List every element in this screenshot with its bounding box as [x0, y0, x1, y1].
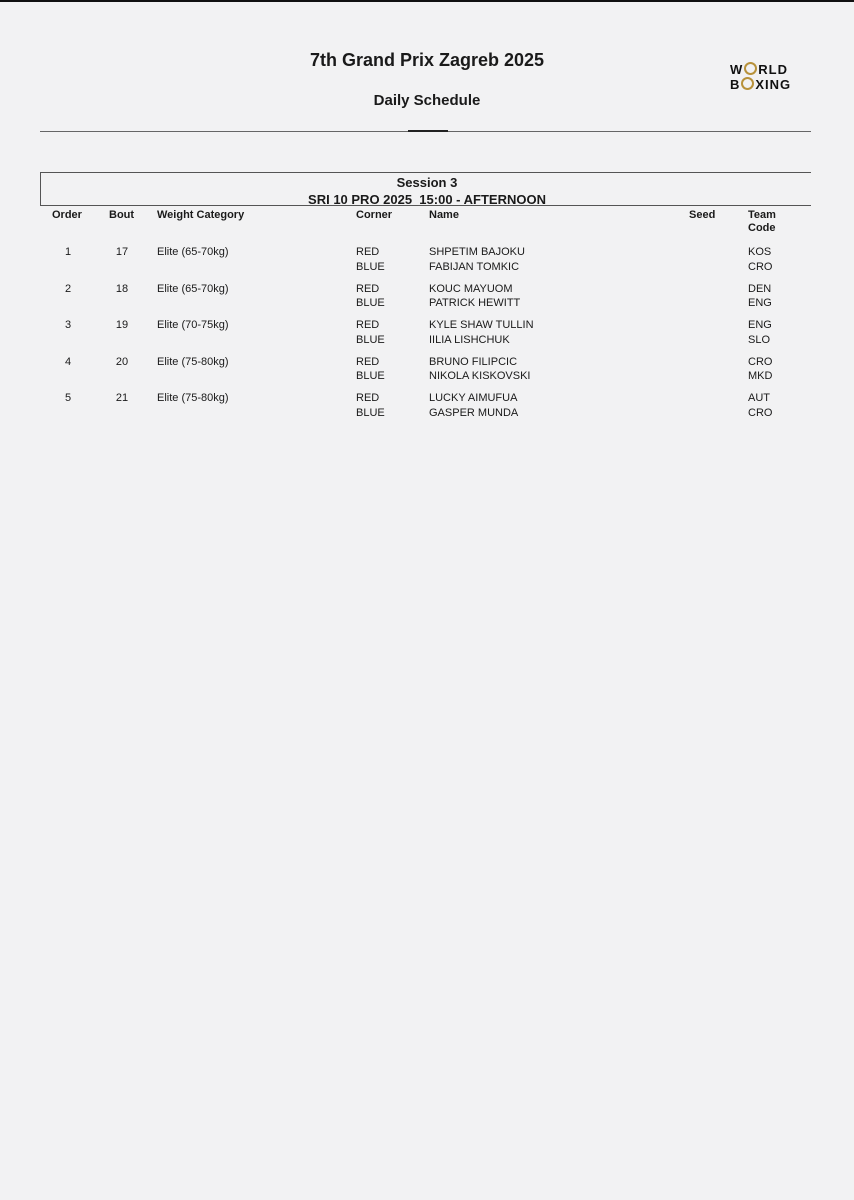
bout-number: 20: [115, 355, 129, 368]
boxer-name-red: KOUC MAYUOM: [429, 282, 513, 295]
column-header-name: Name: [429, 209, 459, 221]
boxer-name-red: SHPETIM BAJOKU: [429, 246, 525, 258]
logo-line-2: B XING: [730, 77, 792, 92]
session-subtitle: SRI 10 PRO 2025 15:00 - AFTERNOON: [308, 192, 546, 207]
corner-red: RED: [356, 319, 380, 332]
ring-icon: [744, 62, 757, 75]
bout-order: 1: [64, 246, 72, 258]
team-code-blue: ENG: [748, 297, 772, 310]
team-code-red: DEN: [748, 282, 772, 295]
bout-number: 19: [115, 319, 129, 332]
logo-line-1: W RLD: [730, 62, 788, 77]
team-code-red: KOS: [748, 246, 772, 258]
boxer-name-red: KYLE SHAW TULLIN: [429, 319, 534, 332]
bout-number: 21: [115, 392, 129, 405]
weight-category: Elite (75-80kg): [157, 355, 229, 368]
document-title: 7th Grand Prix Zagreb 2025: [309, 50, 545, 70]
column-header-seed: Seed: [689, 209, 716, 221]
column-header-weight-category: Weight Category: [157, 209, 245, 221]
bout-order: 4: [64, 355, 72, 368]
team-code-red: ENG: [748, 319, 772, 332]
column-header-corner: Corner: [356, 209, 393, 221]
team-code-blue: SLO: [748, 333, 771, 346]
weight-category: Elite (65-70kg): [157, 282, 229, 295]
boxer-name-blue: PATRICK HEWITT: [429, 297, 521, 310]
boxer-name-blue: NIKOLA KISKOVSKI: [429, 370, 531, 383]
team-code-blue: CRO: [748, 260, 773, 273]
corner-blue: BLUE: [356, 370, 385, 383]
weight-category: Elite (65-70kg): [157, 246, 229, 258]
boxer-name-red: LUCKY AIMUFUA: [429, 392, 518, 405]
corner-red: RED: [356, 282, 380, 295]
session-title: Session 3: [396, 175, 458, 190]
boxer-name-red: BRUNO FILIPCIC: [429, 355, 518, 368]
boxer-name-blue: IILIA LISHCHUK: [429, 333, 510, 346]
corner-red: RED: [356, 355, 380, 368]
column-header-team-code: Team Code: [748, 209, 776, 234]
column-header-bout: Bout: [109, 209, 135, 221]
corner-blue: BLUE: [356, 260, 385, 273]
ring-icon: [741, 77, 754, 90]
bout-order: 3: [64, 319, 72, 332]
corner-blue: BLUE: [356, 406, 385, 419]
team-code-red: CRO: [748, 355, 773, 368]
header-divider-accent: [408, 130, 448, 132]
bout-number: 18: [115, 282, 129, 295]
boxer-name-blue: FABIJAN TOMKIC: [429, 260, 520, 273]
bout-order: 2: [64, 282, 72, 295]
corner-red: RED: [356, 246, 380, 258]
column-header-order: Order: [52, 209, 82, 221]
bout-order: 5: [64, 392, 72, 405]
team-code-blue: CRO: [748, 406, 773, 419]
team-code-red: AUT: [748, 392, 770, 405]
weight-category: Elite (70-75kg): [157, 319, 229, 332]
top-border: [0, 0, 854, 2]
bout-number: 17: [115, 246, 129, 258]
team-code-blue: MKD: [748, 370, 773, 383]
document-subtitle: Daily Schedule: [373, 92, 481, 109]
boxer-name-blue: GASPER MUNDA: [429, 406, 519, 419]
corner-blue: BLUE: [356, 297, 385, 310]
weight-category: Elite (75-80kg): [157, 392, 229, 405]
corner-red: RED: [356, 392, 380, 405]
world-boxing-logo: [730, 62, 791, 92]
corner-blue: BLUE: [356, 333, 385, 346]
